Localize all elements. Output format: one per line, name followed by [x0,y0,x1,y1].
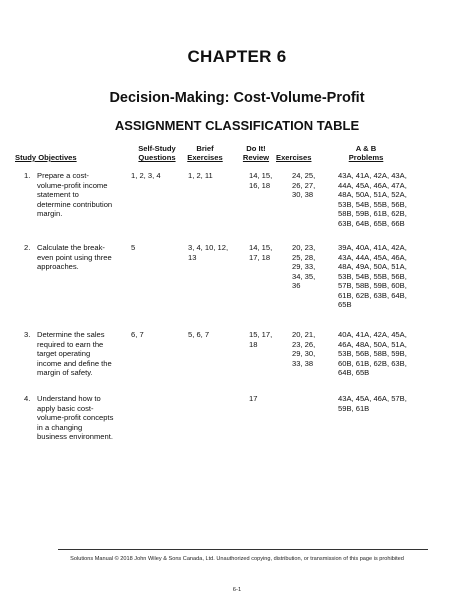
cell-line: 61B, 62B, 63B, 64B, [338,290,407,300]
cell-line: 5, 6, 7 [188,330,210,339]
header-study-objectives: Study Objectives [15,153,77,162]
cell-line: Understand how to [37,394,101,403]
cell-line: 29, 33, [292,262,316,272]
cell-line: 65B [338,300,352,310]
header-ab-problems: A & B Problems [348,144,384,162]
cell-line: 48A, 50A, 51A, 52A, [338,190,407,200]
cell-line: 5 [131,243,136,252]
cell-line: 1, 2, 3, 4 [131,171,161,180]
chapter-title: CHAPTER 6 [187,47,287,66]
objective-cell [37,330,112,378]
objective-number: 4. [24,394,31,403]
exercises-cell [292,243,315,291]
header-brief-exercises: Brief Exercises [187,144,223,162]
do-it-review-cell [249,330,272,349]
cell-line: 1, 2, 11 [188,171,213,180]
cell-line: 13 [188,252,197,262]
brief-exercises-cell [188,330,209,340]
objective-cell [37,243,112,272]
cell-line: 48A, 49A, 50A, 51A, [338,262,407,272]
cell-line: apply basic cost- [37,403,94,413]
cell-line: volume-profit concepts [37,413,114,423]
cell-line: Prepare a cost- [37,171,89,180]
cell-line: 26, 27, [292,180,316,190]
do-it-review-cell [249,171,272,190]
cell-line: 25, 28, [292,252,316,262]
cell-line: 20, 21, [292,330,316,339]
page-number: 6-1 [232,587,242,593]
self-study-cell [131,171,161,181]
cell-line: 23, 26, [292,339,316,349]
cell-line: 53B, 54B, 55B, 56B, [338,271,407,281]
self-study-cell [131,243,135,253]
self-study-cell [131,330,144,340]
cell-line: 60B, 61B, 62B, 63B, [338,358,407,368]
cell-line: 17, 18 [249,252,271,262]
exercises-cell [292,171,315,200]
header-self-study: Self-Study Questions [138,144,176,162]
cell-line: business environment. [37,432,113,442]
cell-line: 58B, 59B, 61B, 62B, [338,209,407,219]
cell-line: 43A, 41A, 42A, 43A, [338,171,407,180]
cell-line: 46A, 48A, 50A, 51A, [338,339,407,349]
cell-line: 14, 15, [249,171,273,180]
cell-line: 43A, 44A, 45A, 46A, [338,252,407,262]
cell-line: 57B, 58B, 59B, 60B, [338,281,407,291]
problems-cell [338,171,407,228]
cell-line: 30, 38 [292,190,314,200]
cell-line: 29, 30, [292,349,316,359]
cell-line: 16, 18 [249,180,271,190]
footer-copyright: Solutions Manual © 2018 John Wiley & Sons Canada, Ltd. Unauthorized copying, distribution, or transmission of this page is prohibited [70,556,404,562]
cell-line: determine contribution [37,199,113,209]
objective-number: 3. [24,330,31,339]
cell-line: required to earn the [37,339,104,349]
brief-exercises-cell [188,171,213,181]
cell-line: 15, 17, [249,330,273,339]
cell-line: 63B, 64B, 65B, 66B [338,218,405,228]
cell-line: 40A, 41A, 42A, 45A, [338,330,407,339]
objective-cell [37,171,112,219]
problems-cell [338,394,407,413]
objective-number: 1. [24,171,31,180]
cell-line: even point using three [37,252,112,262]
cell-line: margin of safety. [37,368,93,378]
cell-line: statement to [37,190,79,200]
cell-line: income and define the [37,358,112,368]
cell-line: 44A, 45A, 46A, 47A, [338,180,407,190]
footer-divider [58,549,428,550]
cell-line: 18 [249,339,258,349]
cell-line: 24, 25, [292,171,316,180]
objective-cell [37,394,113,442]
page-subtitle: Decision-Making: Cost-Volume-Profit [109,90,365,106]
cell-line: 36 [292,281,301,291]
cell-line: Determine the sales [37,330,105,339]
cell-line: in a changing [37,422,83,432]
problems-cell [338,243,407,310]
do-it-review-cell [249,394,257,404]
exercises-cell [292,330,315,368]
cell-line: 39A, 40A, 41A, 42A, [338,243,407,252]
do-it-review-cell [249,243,272,262]
cell-line: target operating [37,349,91,359]
cell-line: Calculate the break- [37,243,105,252]
cell-line: approaches. [37,262,79,272]
cell-line: 34, 35, [292,271,316,281]
cell-line: 64B, 65B [338,368,370,378]
cell-line: margin. [37,209,63,219]
cell-line: 43A, 45A, 46A, 57B, [338,394,407,403]
cell-line: 53B, 56B, 58B, 59B, [338,349,407,359]
cell-line: 53B, 54B, 55B, 56B, [338,199,407,209]
cell-line: 20, 23, [292,243,316,252]
objective-number: 2. [24,243,31,252]
header-do-it-review: Do It! Review [242,144,270,162]
cell-line: 3, 4, 10, 12, [188,243,229,252]
table-title: ASSIGNMENT CLASSIFICATION TABLE [114,118,360,133]
cell-line: 14, 15, [249,243,273,252]
problems-cell [338,330,407,378]
cell-line: 59B, 61B [338,403,370,413]
brief-exercises-cell [188,243,228,262]
cell-line: 6, 7 [131,330,144,339]
cell-line: volume-profit income [37,180,108,190]
header-exercises: Exercises [276,153,312,162]
cell-line: 33, 38 [292,358,314,368]
cell-line: 17 [249,394,258,403]
